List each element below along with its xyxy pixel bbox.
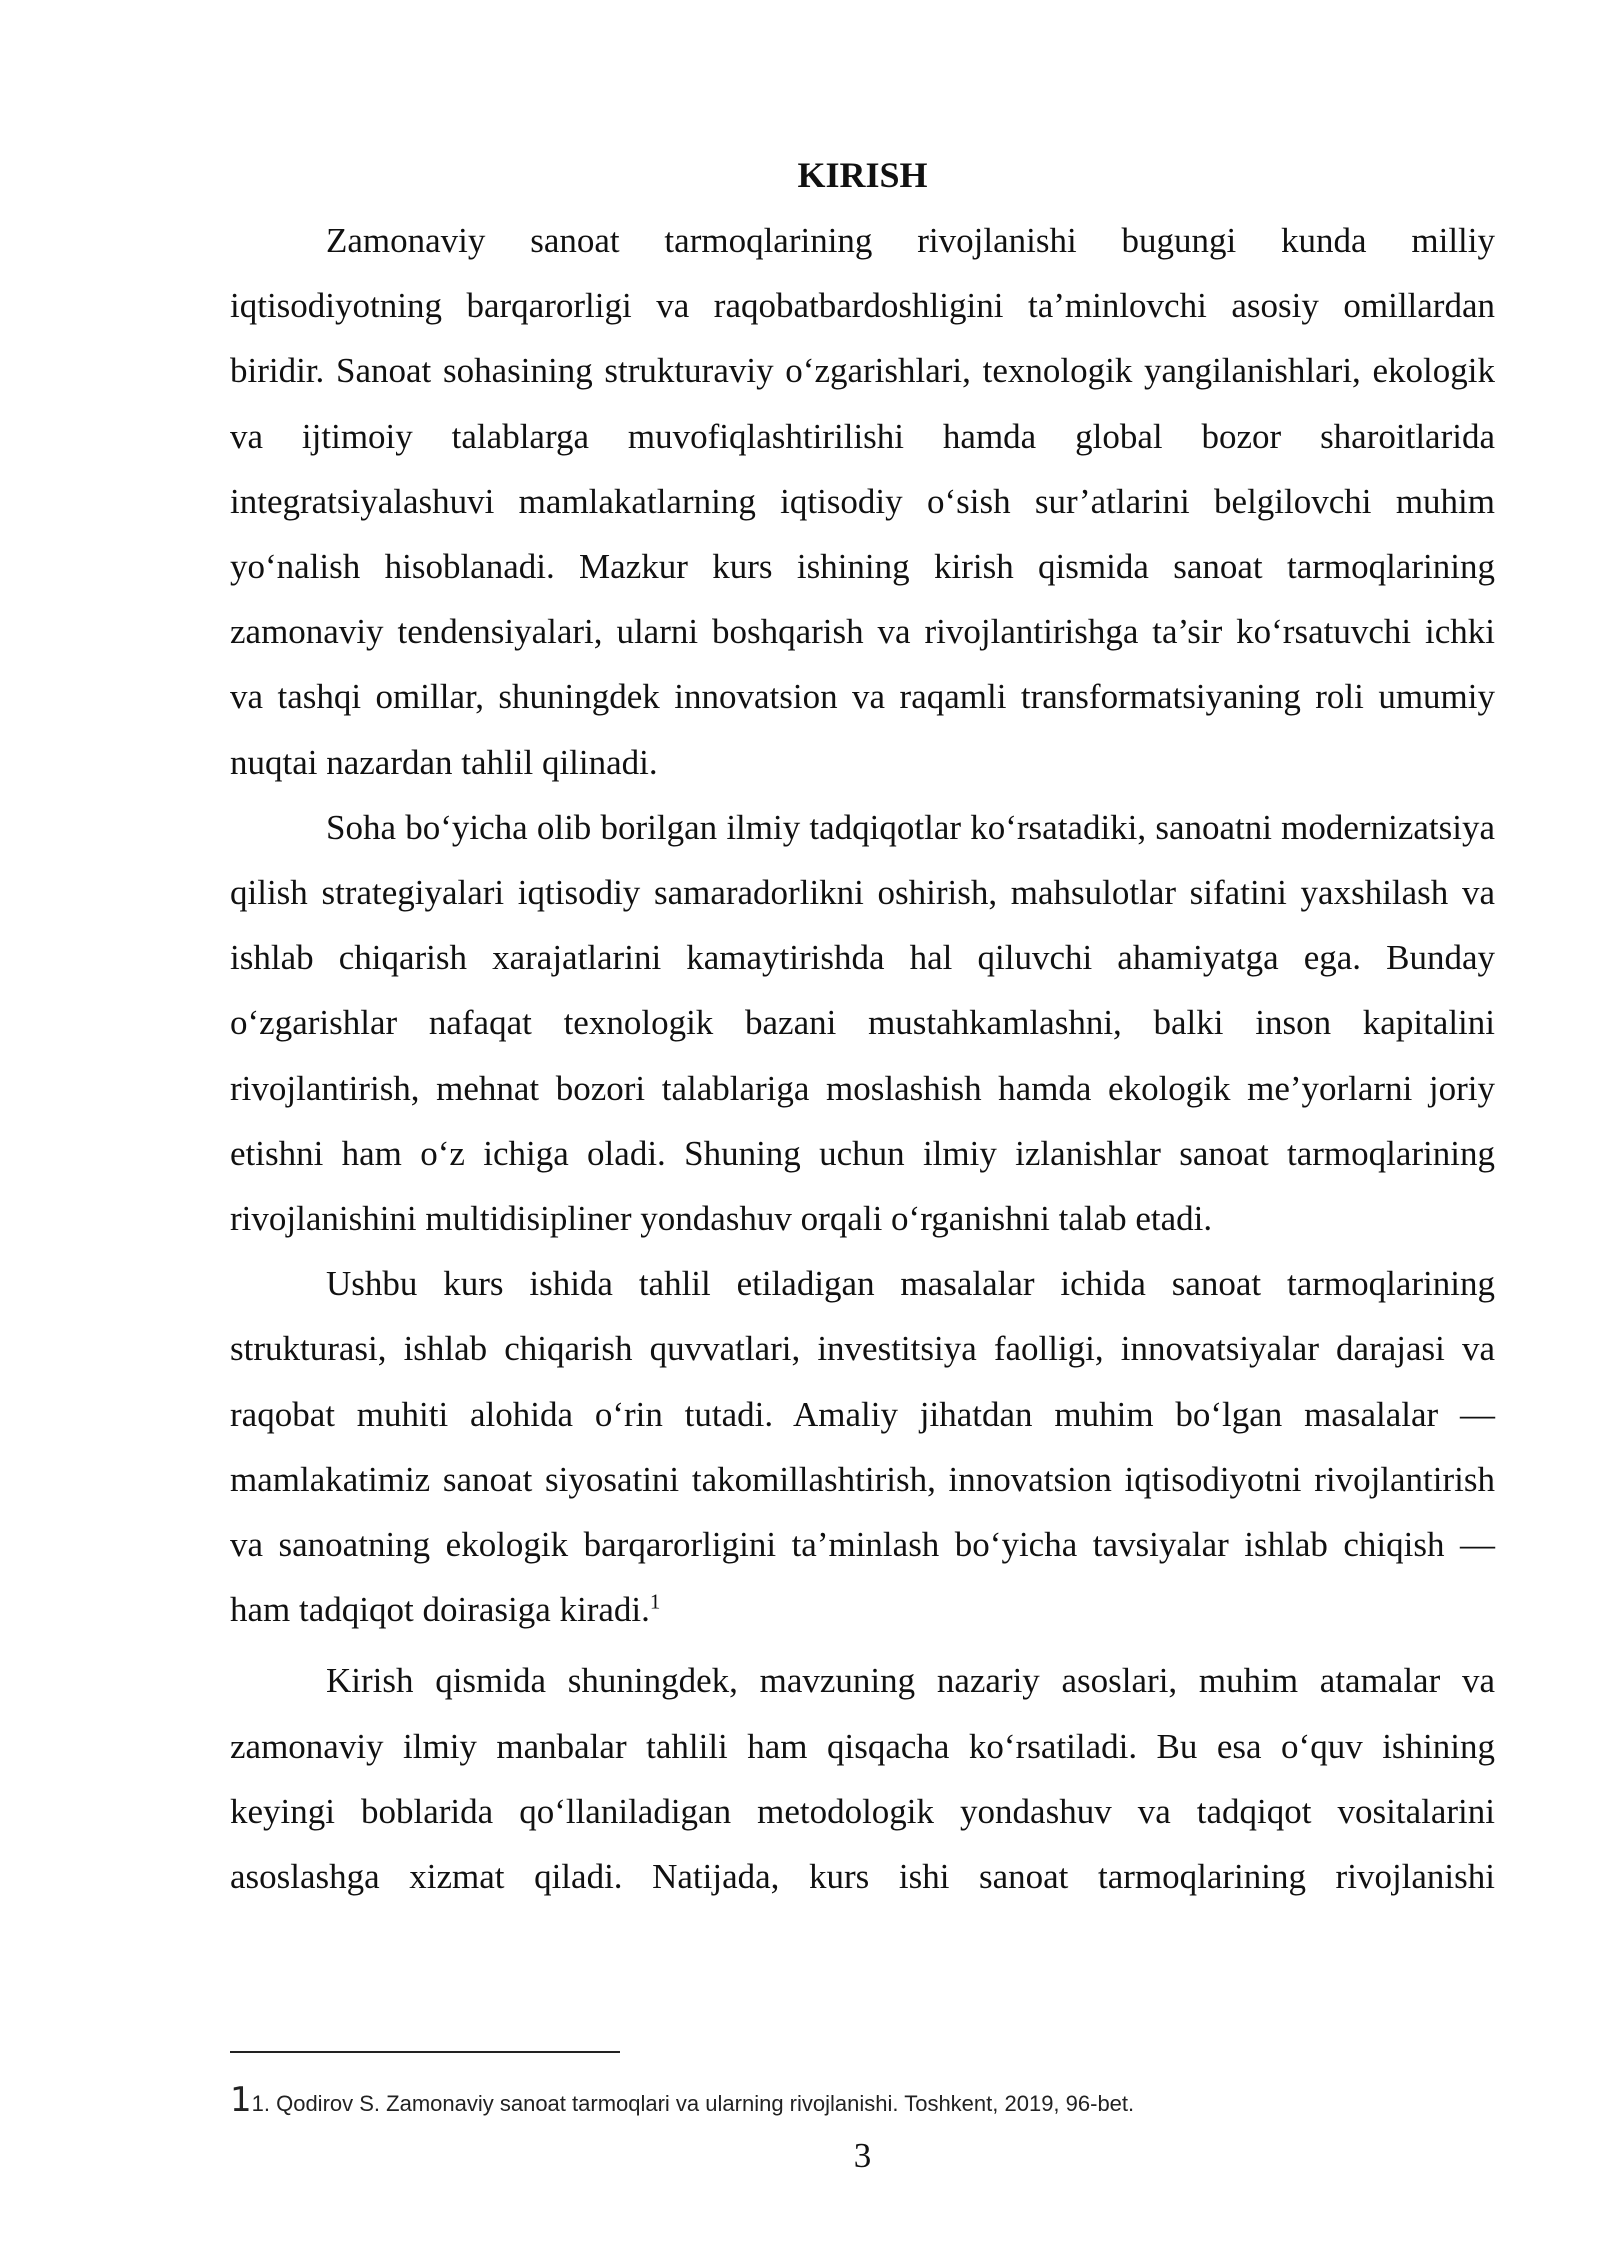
page-number: 3 <box>853 2136 872 2175</box>
footnote-separator <box>230 2051 620 2053</box>
footnote-reference[interactable]: 1 <box>649 1589 661 1614</box>
paragraph-1: Zamonaviy sanoat tarmoqlarining rivojlanishi bugungi kunda milliy iqtisodiyotning barqarorligi va raqobatbardoshligini ta’minlovchi asosiy omillardan biridir. Sanoat sohasining strukturaviy o‘zgarishlari, texnologik yangilanishlari, ekologik va ijtimoiy talablarga muvofiqlashtirilishi hamda global bozor sharoitlarida integratsiyalashuvi mamlakatlarning iqtisodiy o‘sish sur’atlarini belgilovchi muhim yo‘nalish hisoblanadi. Mazkur kurs ishining kirish qismida sanoat tarmoqlarining zamonaviy tendensiyalari, ularni boshqarish va rivojlantirishga ta’sir ko‘rsatuvchi ichki va tashqi omillar, shuningdek innovatsion va raqamli transformatsiyaning roli umumiy nuqtai nazardan tahlil qilinadi. <box>230 221 1495 782</box>
paragraph-3-text: Ushbu kurs ishida tahlil etiladigan masalalar ichida sanoat tarmoqlarining strukturasi, ishlab chiqarish quvvatlari, investitsiya faolligi, innovatsiyalar darajasi va raqobat muhiti alohida o‘rin tutadi. Amaliy jihatdan muhim bo‘lgan masalalar — mamlakatimiz sanoat siyosatini takomillashtirish, innovatsion iqtisodiyotni rivojlantirish va sanoatning ekologik barqarorligini ta’minlash bo‘yicha tavsiyalar ishlab chiqish — ham tadqiqot doirasiga kiradi. <box>230 1264 1495 1630</box>
paragraph-4: Kirish qismida shuningdek, mavzuning nazariy asoslari, muhim atamalar va zamonaviy ilmiy manbalar tahlili ham qisqacha ko‘rsatiladi. Bu esa o‘quv ishining keyingi boblarida qo‘llaniladigan metodologik yondashuv va tadqiqot vositalarini asoslashga xizmat qiladi. Natijada, kurs ishi sanoat tarmoqlarining rivojlanishi <box>230 1661 1495 1897</box>
footnote-mark: 1 <box>230 2080 252 2120</box>
paragraph-2: Soha bo‘yicha olib borilgan ilmiy tadqiqotlar ko‘rsatadiki, sanoatni modernizatsiya qilish strategiyalari iqtisodiy samaradorlikni oshirish, mahsulotlar sifatini yaxshilash va ishlab chiqarish xarajatlarini kamaytirishda hal qiluvchi ahamiyatga ega. Bunday o‘zgarishlar nafaqat texnologik bazani mustahkamlashni, balki inson kapitalini rivojlantirish, mehnat bozori talablariga moslashish hamda ekologik me’yorlarni joriy etishni ham o‘z ichiga oladi. Shuning uchun ilmiy izlanishlar sanoat tarmoqlarining rivojlanishini multidisipliner yondashuv orqali o‘rganishni talab etadi. <box>230 807 1495 1239</box>
body-text <box>230 208 1495 1909</box>
paragraph-3 <box>230 1251 1495 1642</box>
footnote <box>230 2080 1495 2127</box>
footnote-text: 1. Qodirov S. Zamonaviy sanoat tarmoqlari va ularning rivojlanishi. Toshkent, 2019, 96-bet. <box>251 2091 1135 2116</box>
page-title: KIRISH <box>797 155 928 195</box>
